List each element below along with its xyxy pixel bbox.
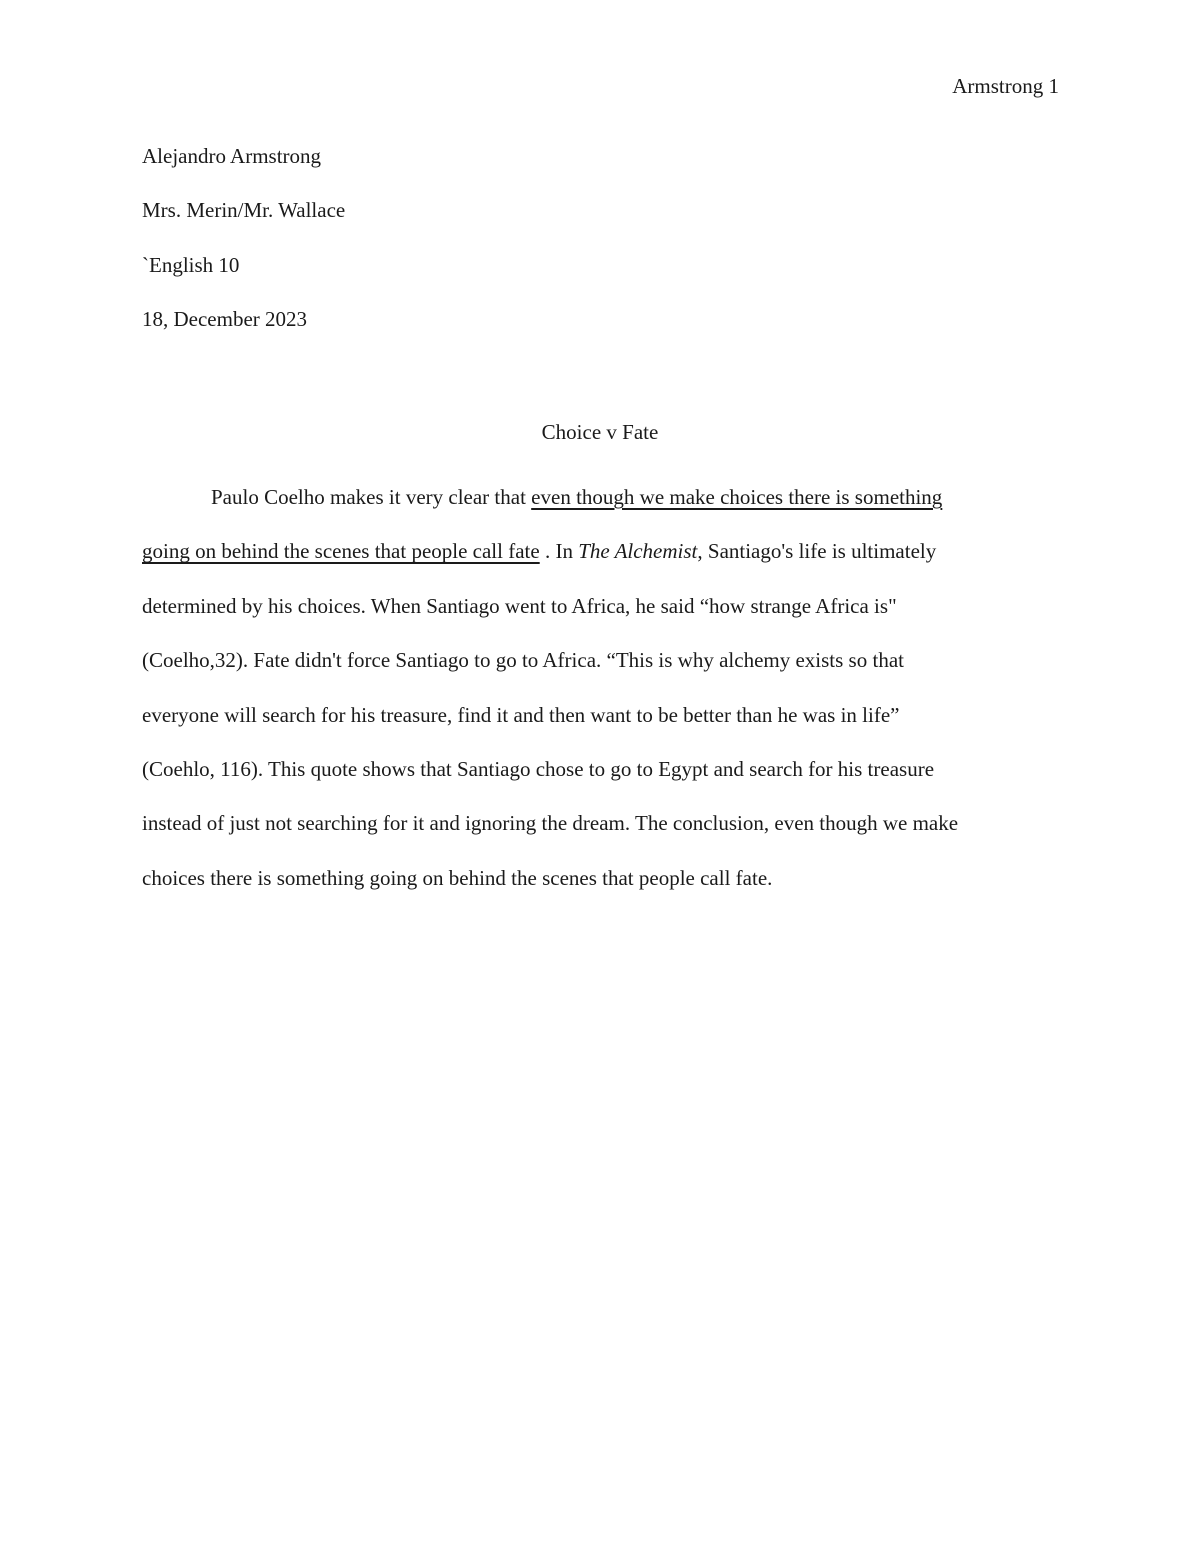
underlined-claim-continued: going on behind the scenes that people call fate [142,539,540,564]
essay-body [142,470,1058,905]
body-line-6: (Coehlo, 116). This quote shows that Santiago chose to go to Egypt and search for his treasure [142,757,935,782]
book-title: The Alchemist [578,539,698,564]
essay-date: 18, December 2023 [142,307,308,332]
body-line-1: Paulo Coelho makes it very clear that even though we make choices there is something [211,485,943,509]
student-name: Alejandro Armstrong [142,144,322,168]
body-line-3: determined by his choices. When Santiago went to Africa, he said “how strange Africa is" [142,593,897,618]
body-line-8: choices there is something going on behind the scenes that people call fate. [142,865,773,890]
mla-heading [142,141,345,359]
body-line-5: everyone will search for his treasure, find it and then want to be better than he was in life” [142,702,900,727]
running-head: Armstrong 1 [952,74,1059,98]
body-line-4: (Coelho,32). Fate didn't force Santiago to go to Africa. “This is why alchemy exists so that [142,648,904,673]
underlined-claim: even though we make choices there is something [531,485,943,509]
teacher-names: Mrs. Merin/Mr. Wallace [142,198,346,223]
essay-title: Choice v Fate [541,420,659,444]
body-line-2: going on behind the scenes that people call fate . In The Alchemist, Santiago's life is ultimately [142,539,937,564]
course-name: `English 10 [142,252,240,277]
body-line-7: instead of just not searching for it and ignoring the dream. The conclusion, even though we make [142,811,959,836]
